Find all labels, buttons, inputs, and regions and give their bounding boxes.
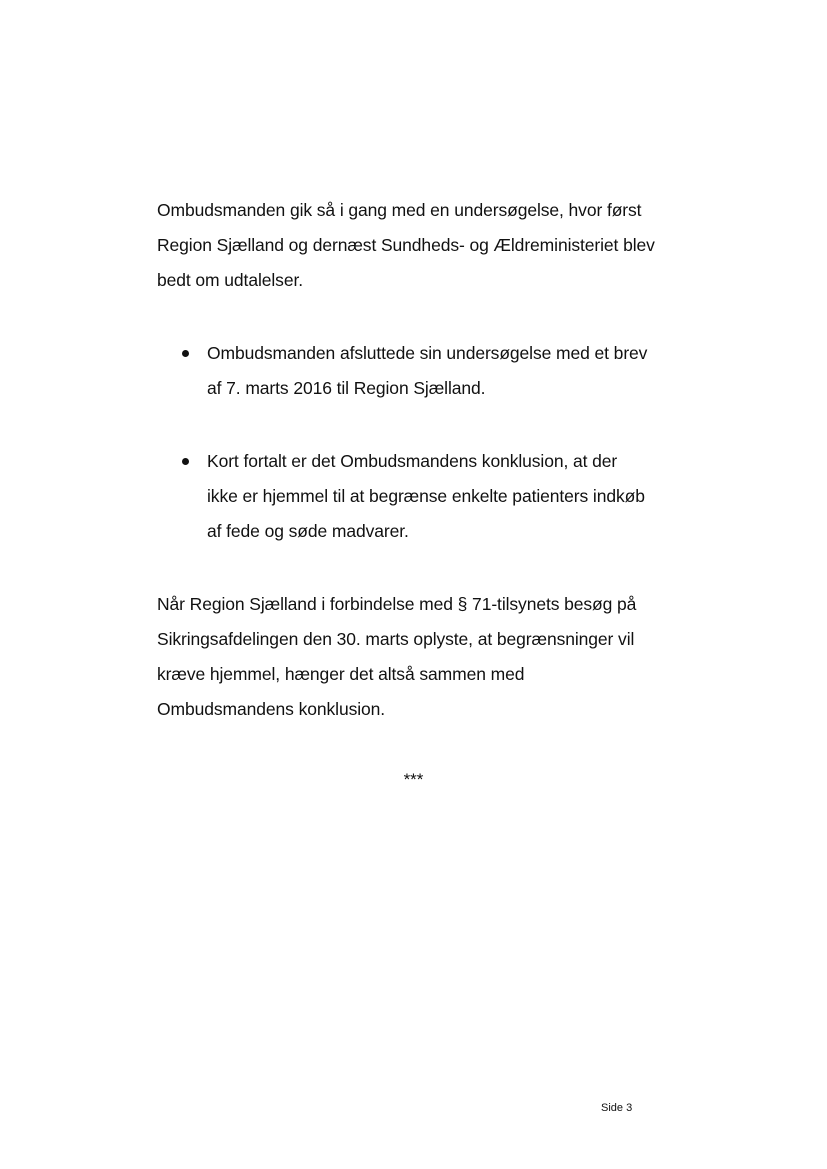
paragraph-line: Region Sjælland og dernæst Sundheds- og Ældreministeriet blev [157,235,655,255]
bullet-line: af 7. marts 2016 til Region Sjælland. [207,378,486,398]
paragraph-line: bedt om udtalelser. [157,270,303,290]
paragraph-line: Ombudsmanden gik så i gang med en undersøgelse, hvor først [157,200,642,220]
bullet-point-icon [182,350,189,357]
paragraph-line: Når Region Sjælland i forbindelse med § 71-tilsynets besøg på [157,594,637,614]
bullet-point-icon [182,458,189,465]
bullet-line: Kort fortalt er det Ombudsmandens konklusion, at der [207,451,618,471]
bullet-line: ikke er hjemmel til at begrænse enkelte patienters indkøb [207,486,645,506]
paragraph-line: kræve hjemmel, hænger det altså sammen med [157,664,525,684]
paragraph-line: Ombudsmandens konklusion. [157,699,386,719]
bullet-text [207,444,677,549]
paragraph-conclusion [157,587,677,727]
page-number: Side 3 [601,1102,633,1114]
paragraph-investigation [157,193,677,298]
bullet-text [207,336,677,406]
paragraph-line: Sikringsafdelingen den 30. marts oplyste, at begrænsninger vil [157,629,635,649]
bullet-line: af fede og søde madvarer. [207,521,409,541]
section-separator: *** [403,770,424,789]
bullet-line: Ombudsmanden afsluttede sin undersøgelse med et brev [207,343,648,363]
